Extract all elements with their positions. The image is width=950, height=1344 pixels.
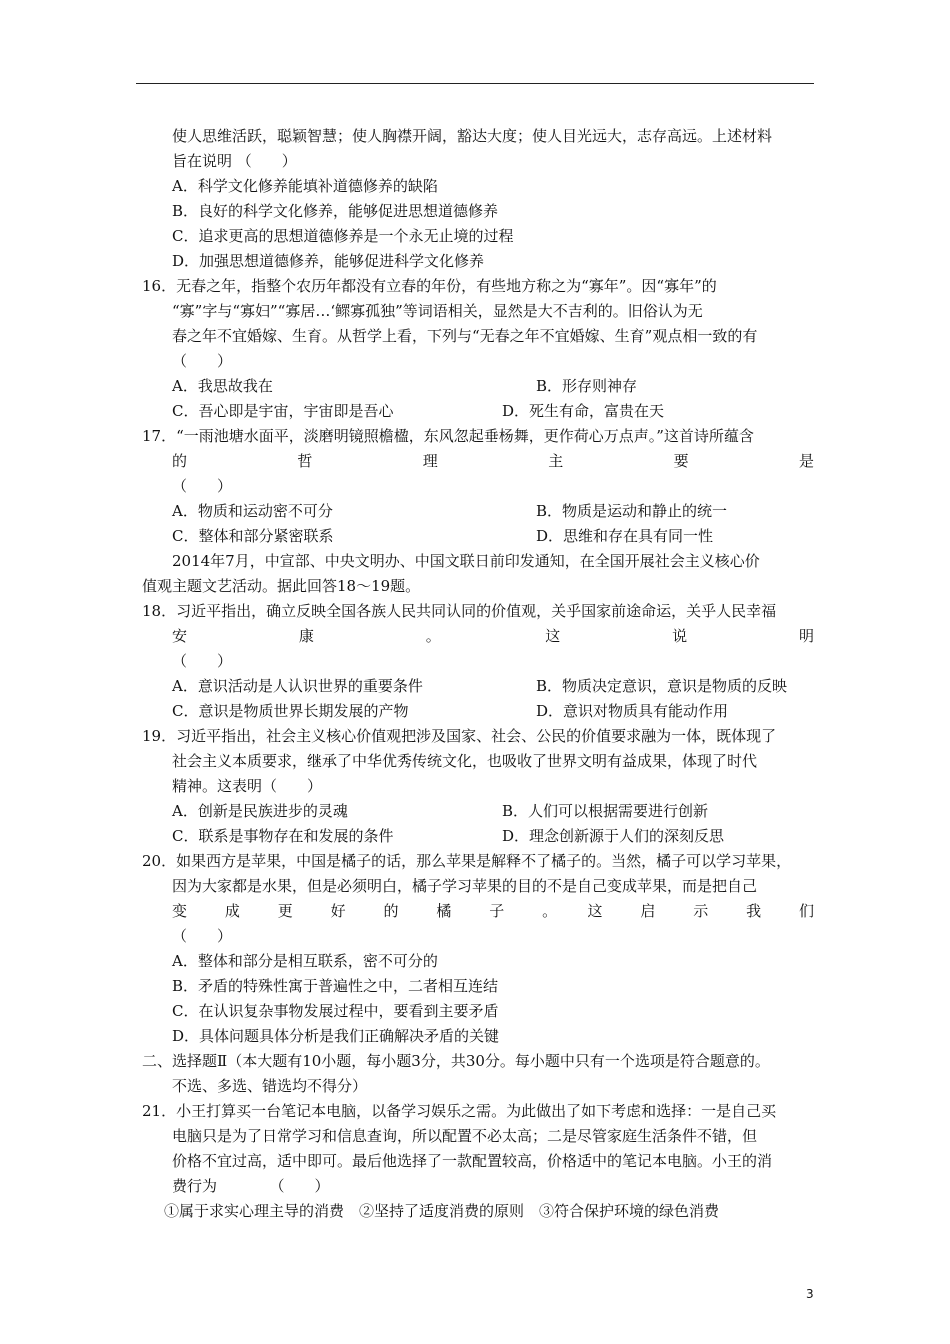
q20-answer-blank: （ ） [172,927,233,945]
q15-option-d: D．加强思想道德修养，能够促进科学文化修养 [172,252,485,270]
q17-option-d: D．思维和存在具有同一性 [536,527,714,545]
q19-stem-line: 社会主义本质要求，继承了中华优秀传统文化，也吸收了世界文明有益成果，体现了时代 [172,752,758,770]
q16-stem-line: 16．无春之年，指整个农历年都没有立春的年份，有些地方称之为“寡年”。因“寡年”的 [142,277,717,295]
q20-stem-line: 20．如果西方是苹果，中国是橘子的话，那么苹果是解释不了橘子的。当然，橘子可以学习苹果， [142,852,792,870]
q20-stem-line: 变 成 更 好 的 橘 子 。 这 启 示 我 们 [172,902,814,920]
material-intro: 2014年7月，中宣部、中央文明办、中国文联日前印发通知，在全国开展社会主义核心价 [172,552,760,570]
material-intro: 值观主题文艺活动。据此回答18～19题。 [142,577,421,595]
q19-option-c: C．联系是事物存在和发展的条件 [172,827,394,845]
q20-stem-line: 因为大家都是水果，但是必须明白，橘子学习苹果的目的不是自己变成苹果，而是把自己 [172,877,758,895]
section-heading: 二、选择题Ⅱ（本大题有10小题，每小题3分，共30分。每小题中只有一个选项是符合题意的。 [142,1052,770,1070]
page-number: 3 [806,1287,814,1301]
q18-option-d: D．意识对物质具有能动作用 [536,702,729,720]
q16-option-d: D．死生有命，富贵在天 [502,402,665,420]
q20-option-c: C．在认识复杂事物发展过程中，要看到主要矛盾 [172,1002,499,1020]
q16-stem-line: 春之年不宜婚嫁、生育。从哲学上看，下列与“无春之年不宜婚嫁、生育”观点相一致的有 [172,327,758,345]
q21-stem-line: 价格不宜过高，适中即可。最后他选择了一款配置较高，价格适中的笔记本电脑。小王的消 [172,1152,773,1170]
q17-stem-line: 的 哲 理 主 要 是 [172,452,814,470]
q16-answer-blank: （ ） [172,352,233,370]
q15-option-c: C．追求更高的思想道德修养是一个永无止境的过程 [172,227,514,245]
q15-option-a: A．科学文化修养能填补道德修养的缺陷 [172,177,438,195]
q20-option-b: B．矛盾的特殊性寓于普遍性之中，二者相互连结 [172,977,499,995]
q15-stem-line: 旨在说明 （ ） [172,152,297,170]
q17-option-c: C．整体和部分紧密联系 [172,527,334,545]
q18-stem-line: 18．习近平指出，确立反映全国各族人民共同认同的价值观，关乎国家前途命运，关乎人民幸福 [142,602,777,620]
q18-option-b: B．物质决定意识，意识是物质的反映 [536,677,788,695]
q18-option-a: A．意识活动是人认识世界的重要条件 [172,677,423,695]
q19-option-a: A．创新是民族进步的灵魂 [172,802,348,820]
q15-stem-line: 使人思维活跃，聪颖智慧；使人胸襟开阔，豁达大度；使人目光远大，志存高远。上述材料 [172,127,773,145]
q21-stem-line: 费行为 （ ） [172,1177,330,1195]
q21-stem-line: 电脑只是为了日常学习和信息查询，所以配置不必太高；二是尽管家庭生活条件不错，但 [172,1127,758,1145]
q16-stem-line: “寡”字与“寡妇”“寡居…‘鳏寡孤独”等词语相关，显然是大不吉利的。旧俗认为无 [172,302,703,320]
q16-option-a: A．我思故我在 [172,377,273,395]
q20-option-d: D．具体问题具体分析是我们正确解决矛盾的关键 [172,1027,500,1045]
q21-statements: ①属于求实心理主导的消费 ②坚持了适度消费的原则 ③符合保护环境的绿色消费 [164,1202,720,1220]
q17-option-a: A．物质和运动密不可分 [172,502,333,520]
q16-option-b: B．形存则神存 [536,377,638,395]
q15-option-b: B．良好的科学文化修养，能够促进思想道德修养 [172,202,499,220]
q16-option-c: C．吾心即是宇宙，宇宙即是吾心 [172,402,394,420]
q18-stem-line: 安 康 。 这 说 明 [172,627,814,645]
q17-answer-blank: （ ） [172,477,233,495]
q19-stem-line: 19．习近平指出，社会主义核心价值观把涉及国家、社会、公民的价值要求融为一体，既体现了 [142,727,777,745]
q19-option-d: D．理念创新源于人们的深刻反思 [502,827,725,845]
q19-stem-line: 精神。这表明（ ） [172,777,323,795]
section-heading: 不选、多选、错选均不得分） [172,1077,368,1095]
q18-answer-blank: （ ） [172,652,233,670]
q19-option-b: B．人们可以根据需要进行创新 [502,802,709,820]
q17-option-b: B．物质是运动和静止的统一 [536,502,728,520]
header-rule [136,83,814,84]
q17-stem-line: 17．“一雨池塘水面平，淡磨明镜照檐楹，东风忽起垂杨舞，更作荷心万点声。”这首诗所蕴含 [142,427,754,445]
q21-stem-line: 21．小王打算买一台笔记本电脑，以备学习娱乐之需。为此做出了如下考虑和选择：一是自己买 [142,1102,777,1120]
q18-option-c: C．意识是物质世界长期发展的产物 [172,702,409,720]
q20-option-a: A．整体和部分是相互联系，密不可分的 [172,952,438,970]
